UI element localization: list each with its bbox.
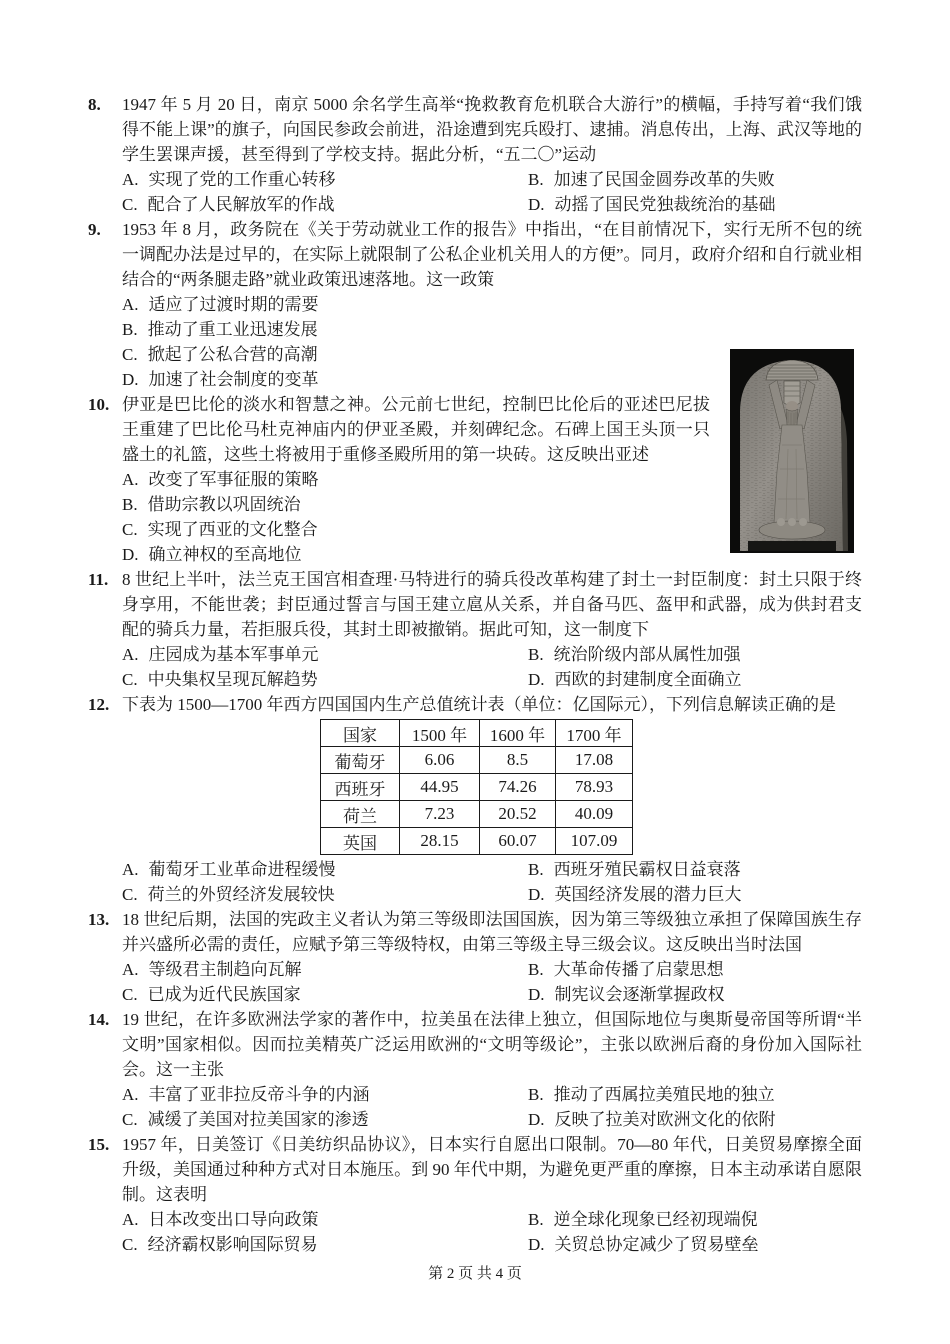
table-cell: 78.93 [556,774,633,801]
option-text: 配合了人民解放军的作战 [147,195,335,214]
option-b [122,317,862,342]
question-body [122,567,862,692]
option-text: 关贸总协定减少了贸易壁垒 [554,1235,759,1254]
option-label: C. [122,520,138,539]
option-a [122,1082,528,1107]
option-label: B. [528,960,544,979]
options [122,857,862,907]
option-text: 已成为近代民族国家 [147,985,301,1004]
question-stem: 1947 年 5 月 20 日，南京 5000 余名学生高举“挽救教育危机联合大游行”的横幅，手持写着“我们饿得不能上课”的旗子，向国民参政会前进，沿途遭到宪兵殴打、逮捕。消息传出，上海、武汉等地的学生罢课声援，甚至得到了学校支持。据此分析，“五二〇”运动 [122,95,862,164]
option-c [122,192,528,217]
option-label: D. [528,1110,545,1129]
table-cell: 17.08 [556,747,633,774]
option-label: C. [122,1110,138,1129]
options [122,1207,862,1257]
option-b [528,167,862,192]
option-text: 统治阶级内部从属性加强 [553,645,741,664]
option-b [528,957,862,982]
options [122,957,862,1007]
option-label: D. [528,1235,545,1254]
question-stem: 伊亚是巴比伦的淡水和智慧之神。公元前七世纪，控制巴比伦后的亚述巴尼拔王重建了巴比伦马杜克神庙内的伊亚圣殿，并刻碑纪念。石碑上国王头顶一只盛土的礼篮，这些土将被用于重修圣殿所用的第一块砖。这反映出亚述 [122,395,710,464]
option-label: A. [122,470,139,489]
option-text: 葡萄牙工业革命进程缓慢 [148,860,336,879]
question-stem: 8 世纪上半叶，法兰克王国宫相查理·马特进行的骑兵役改革构建了封土一封臣制度：封土只限于终身享用，不能世袭；封臣通过誓言与国王建立扈从关系，并自备马匹、盔甲和武器，成为供封君支配的骑兵力量，若拒服兵役，其封土即被撤销。据此可知，这一制度下 [122,570,862,639]
option-text: 英国经济发展的潜力巨大 [554,885,742,904]
table-cell: 60.07 [480,828,556,855]
option-text: 逆全球化现象已经初现端倪 [553,1210,758,1229]
table-cell: 6.06 [400,747,480,774]
option-text: 西欧的封建制度全面确立 [554,670,742,689]
option-text: 庄园成为基本军事单元 [148,645,319,664]
option-d [528,1107,862,1132]
option-label: C. [122,1235,138,1254]
question-body [122,1007,862,1132]
option-a [122,857,528,882]
option-text: 加速了社会制度的变革 [148,370,319,389]
table-row [321,828,633,855]
option-label: B. [528,860,544,879]
option-label: D. [528,670,545,689]
option-d [528,1232,862,1257]
table-header-cell: 1700 年 [556,720,633,747]
table-cell: 英国 [321,828,400,855]
question-11 [88,567,862,692]
option-label: A. [122,170,139,189]
option-text: 中央集权呈现瓦解趋势 [147,670,318,689]
option-b [528,1207,862,1232]
option-label: A. [122,960,139,979]
question-stem: 1957 年，日美签订《日美纺织品协议》，日本实行自愿出口限制。70—80 年代，日美贸易摩擦全面升级，美国通过种种方式对日本施压。到 90 年代中期，为避免更严重的摩擦，日本主动承诺自愿限制。这表明 [122,1135,862,1204]
option-text: 掀起了公私合营的高潮 [147,345,318,364]
table-row [321,747,633,774]
options [122,1082,862,1132]
table-cell: 8.5 [480,747,556,774]
option-a [122,957,528,982]
table-cell: 20.52 [480,801,556,828]
option-text: 借助宗教以巩固统治 [147,495,301,514]
option-d [528,667,862,692]
table-header-cell: 国家 [321,720,400,747]
option-label: D. [122,370,139,389]
option-a [122,292,862,317]
question-body [122,907,862,1007]
gdp-table [320,719,633,855]
question-body [122,1132,862,1257]
question-14 [88,1007,862,1132]
options [122,642,862,692]
question-number: 14. [88,1010,110,1029]
option-text: 丰富了亚非拉反帝斗争的内涵 [148,1085,370,1104]
option-label: B. [528,1085,544,1104]
option-text: 制宪议会逐渐掌握政权 [554,985,725,1004]
option-text: 大革命传播了启蒙思想 [553,960,724,979]
table-cell: 40.09 [556,801,633,828]
table-row [321,801,633,828]
option-label: B. [122,320,138,339]
option-b [528,857,862,882]
option-text: 减缓了美国对拉美国家的渗透 [147,1110,369,1129]
option-label: C. [122,195,138,214]
option-label: D. [528,885,545,904]
option-text: 实现了西亚的文化整合 [147,520,318,539]
option-c [122,1232,528,1257]
question-stem: 下表为 1500—1700 年西方四国国内生产总值统计表（单位：亿国际元），下列信息解读正确的是 [122,695,836,714]
option-b [528,1082,862,1107]
option-label: B. [528,170,544,189]
table-row [321,774,633,801]
option-d [528,982,862,1007]
option-text: 日本改变出口导向政策 [148,1210,319,1229]
option-label: C. [122,670,138,689]
option-label: A. [122,1210,139,1229]
question-number: 15. [88,1135,110,1154]
option-text: 经济霸权影响国际贸易 [147,1235,318,1254]
option-label: C. [122,885,138,904]
option-a [122,167,528,192]
option-c [122,1107,528,1132]
option-label: B. [528,645,544,664]
option-b [528,642,862,667]
option-a [122,1207,528,1232]
option-label: D. [122,545,139,564]
question-number: 9. [88,220,101,239]
question-15 [88,1132,862,1257]
option-label: B. [528,1210,544,1229]
option-text: 荷兰的外贸经济发展较快 [147,885,335,904]
question-stem: 19 世纪，在许多欧洲法学家的著作中，拉美虽在法律上独立，但国际地位与奥斯曼帝国等所谓“半文明”国家相似。因而拉美精英广泛运用欧洲的“文明等级论”，主张以欧洲后裔的身份加入国际社会。这一主张 [122,1010,862,1079]
option-text: 加速了民国金圆券改革的失败 [553,170,775,189]
option-d [528,882,862,907]
table-header-row [321,720,633,747]
question-stem: 1953 年 8 月，政务院在《关于劳动就业工作的报告》中指出，“在目前情况下，实行无所不包的统一调配办法是过早的，在实际上就限制了公私企业机关用人的方便”。同月，政府介绍和自行就业相结合的“两条腿走路”就业政策迅速落地。这一政策 [122,220,862,289]
question-number: 12. [88,695,110,714]
option-c [122,982,528,1007]
table-cell: 74.26 [480,774,556,801]
options [122,167,862,217]
option-text: 反映了拉美对欧洲文化的依附 [554,1110,776,1129]
option-c [122,882,528,907]
option-text: 确立神权的至高地位 [148,545,302,564]
option-text: 实现了党的工作重心转移 [148,170,336,189]
option-text: 改变了军事征服的策略 [148,470,319,489]
option-label: A. [122,1085,139,1104]
table-cell: 荷兰 [321,801,400,828]
table-cell: 28.15 [400,828,480,855]
table-cell: 44.95 [400,774,480,801]
question-number: 8. [88,95,101,114]
question-stem: 18 世纪后期，法国的宪政主义者认为第三等级即法国国族，因为第三等级独立承担了保障国族生存并兴盛所必需的责任，应赋予第三等级特权，由第三等级主导三级会议。这反映出当时法国 [122,910,862,954]
table-cell: 西班牙 [321,774,400,801]
option-text: 推动了重工业迅速发展 [147,320,318,339]
table-cell: 107.09 [556,828,633,855]
question-body [122,692,862,907]
option-c [122,667,528,692]
option-text: 西班牙殖民霸权日益衰落 [553,860,741,879]
option-text: 动摇了国民党独裁统治的基础 [554,195,776,214]
option-label: A. [122,645,139,664]
option-label: D. [528,985,545,1004]
table-cell: 7.23 [400,801,480,828]
option-label: C. [122,985,138,1004]
option-d [528,192,862,217]
assyrian-stele-photo [730,349,854,553]
option-label: A. [122,860,139,879]
page-number: 第 2 页 共 4 页 [428,1266,522,1282]
option-text: 推动了西属拉美殖民地的独立 [553,1085,775,1104]
option-text: 适应了过渡时期的需要 [148,295,319,314]
option-label: A. [122,295,139,314]
question-number: 10. [88,395,110,414]
table-header-cell: 1500 年 [400,720,480,747]
question-number: 11. [88,570,109,589]
option-label: B. [122,495,138,514]
question-13 [88,907,862,1007]
question-8 [88,92,862,217]
question-number: 13. [88,910,110,929]
question-body [122,92,862,217]
question-12 [88,692,862,907]
table-cell: 葡萄牙 [321,747,400,774]
option-text: 等级君主制趋向瓦解 [148,960,302,979]
option-label: C. [122,345,138,364]
table-header-cell: 1600 年 [480,720,556,747]
option-label: D. [528,195,545,214]
option-a [122,642,528,667]
